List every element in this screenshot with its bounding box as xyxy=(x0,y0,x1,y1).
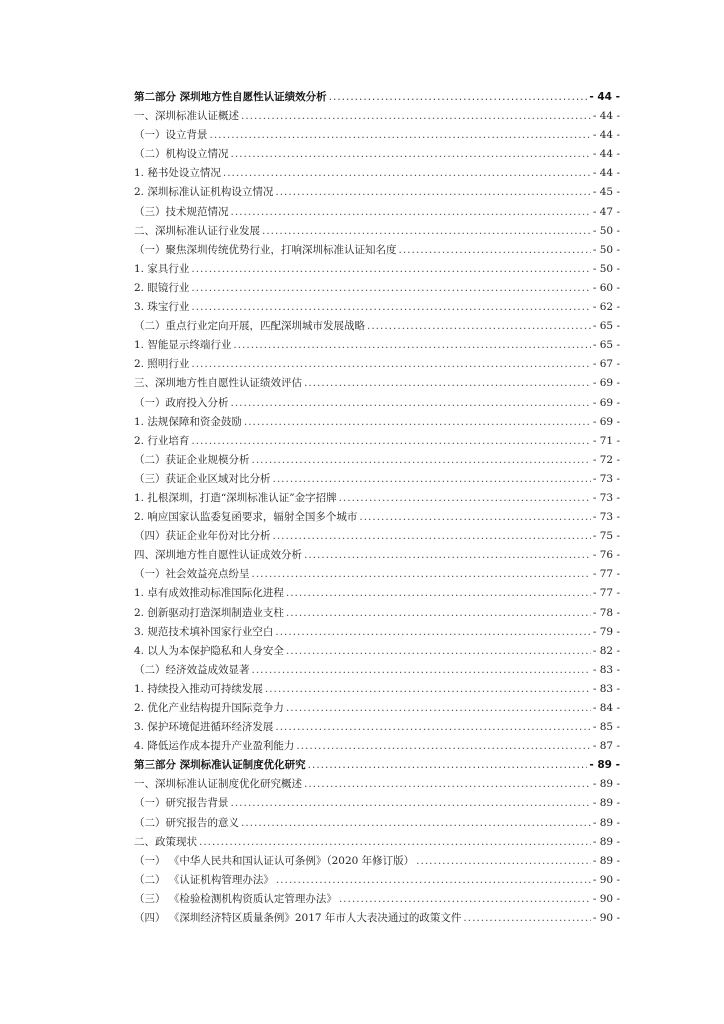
toc-dot-leader xyxy=(275,718,591,737)
toc-entry[interactable] xyxy=(134,699,620,718)
toc-entry[interactable] xyxy=(134,680,620,699)
toc-entry[interactable] xyxy=(134,432,620,451)
toc-page-number: - 50 - xyxy=(592,262,620,275)
toc-entry[interactable] xyxy=(134,374,620,393)
toc-page-number: - 89 - xyxy=(592,854,620,867)
toc-entry-title: （二）经济效益成效显著 xyxy=(134,663,250,676)
toc-page-number: - 89 - xyxy=(592,797,620,810)
toc-page-number: - 84 - xyxy=(592,702,620,714)
toc-dot-leader xyxy=(276,871,591,890)
toc-page-number: - 47 - xyxy=(592,205,620,218)
toc-page-number: - 72 - xyxy=(592,453,620,466)
toc-dot-leader xyxy=(252,565,591,584)
toc-page-number: - 65 - xyxy=(592,320,620,333)
toc-page-number: - 65 - xyxy=(592,339,620,352)
toc-entry-title: 1. 智能显示终端行业 xyxy=(134,339,232,352)
toc-entry-title: 1. 卓有成效推动标准国际化进程 xyxy=(134,587,284,600)
toc-entry-title: （三）获证企业区域对比分析 xyxy=(134,472,271,485)
toc-entry[interactable] xyxy=(134,623,620,642)
toc-entry-title: 2. 深圳标准认证机构设立情况 xyxy=(134,186,274,199)
toc-entry[interactable] xyxy=(134,546,620,565)
toc-dot-leader xyxy=(304,546,591,565)
toc-dot-leader xyxy=(252,661,591,680)
toc-dot-leader xyxy=(339,890,591,909)
toc-page-number: - 69 - xyxy=(592,396,620,409)
toc-entry[interactable] xyxy=(134,775,620,794)
toc-entry-title: 1. 秘书处设立情况 xyxy=(134,167,221,180)
toc-dot-leader xyxy=(329,88,588,107)
toc-dot-leader xyxy=(262,222,591,241)
toc-dot-leader xyxy=(286,584,591,603)
toc-entry[interactable] xyxy=(134,451,620,470)
toc-dot-leader xyxy=(286,642,591,661)
toc-page-number: - 76 - xyxy=(592,549,620,562)
toc-entry-title: （三） 《检验检测机构资质认定管理办法》 xyxy=(134,892,337,905)
toc-entry-title: 1. 法规保障和资金鼓励 xyxy=(134,415,242,428)
toc-page-number: - 77 - xyxy=(592,568,620,581)
toc-dot-leader xyxy=(304,775,591,794)
toc-entry-title: 2. 眼镜行业 xyxy=(134,281,190,294)
toc-page-number: - 83 - xyxy=(592,663,620,676)
toc-entry[interactable] xyxy=(134,718,620,737)
toc-page-number: - 71 - xyxy=(592,434,620,447)
toc-entry[interactable] xyxy=(134,737,620,756)
toc-page-number: - 89 - xyxy=(592,816,620,829)
toc-dot-leader xyxy=(231,394,591,413)
toc-page-number: - 79 - xyxy=(592,625,620,638)
toc-dot-leader xyxy=(296,737,591,756)
toc-entry[interactable] xyxy=(134,279,620,298)
toc-entry[interactable] xyxy=(134,107,620,126)
toc-entry-title: （四） 《深圳经济特区质量条例》2017 年市人大表决通过的政策文件 xyxy=(134,912,462,925)
toc-page-number: - 89 - xyxy=(592,778,620,791)
toc-page-number: - 77 - xyxy=(592,587,620,600)
toc-dot-leader xyxy=(231,203,591,222)
toc-entry[interactable] xyxy=(134,413,620,432)
toc-entry-title: （四）获证企业年份对比分析 xyxy=(134,530,271,543)
toc-page-number: - 73 - xyxy=(592,491,620,504)
toc-entry[interactable] xyxy=(134,394,620,413)
toc-entry-title: （一） 《中华人民共和国认证认可条例》（2020 年修订版） xyxy=(134,854,415,867)
toc-entry[interactable] xyxy=(134,852,620,871)
toc-dot-leader xyxy=(231,145,591,164)
toc-dot-leader xyxy=(359,508,591,527)
toc-dot-leader xyxy=(223,164,591,183)
toc-page-number: - 60 - xyxy=(592,281,620,294)
toc-page-number: - 44 - xyxy=(592,148,620,161)
toc-entry[interactable] xyxy=(134,126,620,145)
toc-dot-leader xyxy=(308,756,588,775)
toc-entry-title: （一）政府投入分析 xyxy=(134,396,229,409)
toc-dot-leader xyxy=(241,814,591,833)
toc-dot-leader xyxy=(304,374,591,393)
toc-entry[interactable] xyxy=(134,871,620,890)
toc-entry-title: （一）设立背景 xyxy=(134,129,208,142)
toc-dot-leader xyxy=(191,432,591,451)
toc-page-number: - 83 - xyxy=(592,682,620,695)
toc-entry[interactable] xyxy=(134,661,620,680)
toc-entry-title: 3. 保护环境促进循环经济发展 xyxy=(134,721,274,734)
toc-dot-leader xyxy=(463,909,590,928)
toc-page-number: - 44 - xyxy=(592,129,620,142)
toc-entry-title: 四、深圳地方性自愿性认证成效分析 xyxy=(134,549,302,562)
toc-entry-title: 2. 创新驱动打造深圳制造业支柱 xyxy=(134,606,284,619)
toc-entry-title: 一、深圳标准认证概述 xyxy=(134,110,239,123)
toc-dot-leader xyxy=(191,355,591,374)
toc-entry[interactable] xyxy=(134,241,620,260)
toc-entry[interactable] xyxy=(134,145,620,164)
toc-page-number: - 78 - xyxy=(592,606,620,619)
toc-entry-title: 二、政策现状 xyxy=(134,835,197,848)
toc-entry-title: 1. 家具行业 xyxy=(134,262,190,275)
toc-entry[interactable] xyxy=(134,317,620,336)
toc-part-heading[interactable] xyxy=(134,756,620,775)
toc-dot-leader xyxy=(241,107,591,126)
toc-entry-title: 二、深圳标准认证行业发展 xyxy=(134,224,260,237)
toc-entry-title: （三）技术规范情况 xyxy=(134,205,229,218)
toc-entry-title: 4. 以人为本保护隐私和人身安全 xyxy=(134,644,284,657)
toc-entry[interactable] xyxy=(134,909,620,928)
toc-entry[interactable] xyxy=(134,814,620,833)
toc-dot-leader xyxy=(273,470,591,489)
toc-page-number: - 69 - xyxy=(592,415,620,428)
toc-entry-title: 2. 响应国家认监委复函要求，辐射全国多个城市 xyxy=(134,511,358,524)
toc-page-number: - 44 - xyxy=(592,167,620,180)
toc-page-number: - 89 - xyxy=(592,835,620,848)
toc-entry[interactable] xyxy=(134,298,620,317)
toc-entry-title: （一）聚焦深圳传统优势行业，打响深圳标准认证知名度 xyxy=(134,243,397,256)
toc-entry-title: 2. 照明行业 xyxy=(134,358,190,371)
toc-entry[interactable] xyxy=(134,833,620,852)
toc-entry[interactable] xyxy=(134,183,620,202)
toc-page-number: - 85 - xyxy=(592,721,620,734)
toc-dot-leader xyxy=(244,413,591,432)
toc-page-number: - 69 - xyxy=(592,377,620,390)
toc-dot-leader xyxy=(191,260,591,279)
toc-entry[interactable] xyxy=(134,222,620,241)
toc-page-number: - 87 - xyxy=(592,740,620,753)
toc-entry[interactable] xyxy=(134,336,620,355)
toc-entry-title: （一）社会效益亮点纷呈 xyxy=(134,568,250,581)
toc-entry[interactable] xyxy=(134,794,620,813)
toc-entry-title: 1. 持续投入推动可持续发展 xyxy=(134,682,263,695)
toc-entry[interactable] xyxy=(134,604,620,623)
toc-dot-leader xyxy=(210,126,591,145)
toc-dot-leader xyxy=(191,279,591,298)
toc-entry-title: 第三部分 深圳标准认证制度优化研究 xyxy=(134,759,306,772)
toc-entry-title: （二）研究报告的意义 xyxy=(134,816,239,829)
toc-entry[interactable] xyxy=(134,355,620,374)
toc-entry-title: 三、深圳地方性自愿性认证绩效评估 xyxy=(134,377,302,390)
toc-dot-leader xyxy=(416,852,591,871)
toc-entry-title: （二）获证企业规模分析 xyxy=(134,453,250,466)
toc-dot-leader xyxy=(252,451,591,470)
toc-page-number: - 50 - xyxy=(592,224,620,237)
toc-dot-leader xyxy=(275,183,591,202)
toc-dot-leader xyxy=(275,623,591,642)
toc-entry[interactable] xyxy=(134,508,620,527)
toc-entry-title: 2. 行业培育 xyxy=(134,434,190,447)
toc-page-number: - 90 - xyxy=(592,892,620,905)
toc-page-number: - 90 - xyxy=(592,873,620,886)
toc-page-number: - 45 - xyxy=(592,186,620,199)
toc-dot-leader xyxy=(273,527,591,546)
toc-dot-leader xyxy=(233,336,591,355)
toc-dot-leader xyxy=(367,317,591,336)
toc-dot-leader xyxy=(199,833,591,852)
toc-page-number: - 67 - xyxy=(592,358,620,371)
toc-part-heading[interactable] xyxy=(134,88,620,107)
toc-dot-leader xyxy=(191,298,591,317)
toc-entry-title: （一）研究报告背景 xyxy=(134,797,229,810)
toc-page-number: - 90 - xyxy=(592,912,620,925)
toc-dot-leader xyxy=(286,699,591,718)
toc-page-number: - 82 - xyxy=(592,644,620,657)
toc-entry[interactable] xyxy=(134,527,620,546)
toc-entry[interactable] xyxy=(134,203,620,222)
toc-entry-title: 4. 降低运作成本提升产业盈利能力 xyxy=(134,740,295,753)
toc-entry[interactable] xyxy=(134,260,620,279)
toc-entry-title: （二）机构设立情况 xyxy=(134,148,229,161)
toc-dot-leader xyxy=(399,241,591,260)
toc-dot-leader xyxy=(339,489,591,508)
table-of-contents xyxy=(134,88,620,928)
toc-page-number: - 73 - xyxy=(592,472,620,485)
toc-dot-leader xyxy=(265,680,591,699)
toc-page-number: - 44 - xyxy=(592,110,620,123)
toc-page-number: - 75 - xyxy=(592,530,620,543)
toc-entry[interactable] xyxy=(134,565,620,584)
toc-entry[interactable] xyxy=(134,890,620,909)
toc-page-number: - 73 - xyxy=(592,511,620,524)
toc-page-number: - 44 - xyxy=(589,91,620,103)
toc-entry[interactable] xyxy=(134,164,620,183)
toc-entry[interactable] xyxy=(134,642,620,661)
toc-entry-title: 2. 优化产业结构提升国际竞争力 xyxy=(134,702,284,714)
toc-entry[interactable] xyxy=(134,584,620,603)
toc-entry-title: 第二部分 深圳地方性自愿性认证绩效分析 xyxy=(134,91,327,103)
toc-page-number: - 89 - xyxy=(589,759,620,772)
toc-page-number: - 62 - xyxy=(592,301,620,314)
toc-dot-leader xyxy=(286,604,591,623)
toc-entry-title: 3. 规范技术填补国家行业空白 xyxy=(134,625,274,638)
toc-entry-title: 3. 珠宝行业 xyxy=(134,301,190,314)
toc-entry-title: （二） 《认证机构管理办法》 xyxy=(134,873,274,886)
toc-dot-leader xyxy=(231,794,591,813)
toc-page-number: - 50 - xyxy=(592,243,620,256)
toc-entry-title: 一、深圳标准认证制度优化研究概述 xyxy=(134,778,302,791)
toc-entry-title: （二）重点行业定向开展，匹配深圳城市发展战略 xyxy=(134,320,365,333)
toc-entry[interactable] xyxy=(134,489,620,508)
toc-entry-title: 1. 扎根深圳，打造“深圳标准认证”金字招牌 xyxy=(134,491,337,504)
toc-entry[interactable] xyxy=(134,470,620,489)
